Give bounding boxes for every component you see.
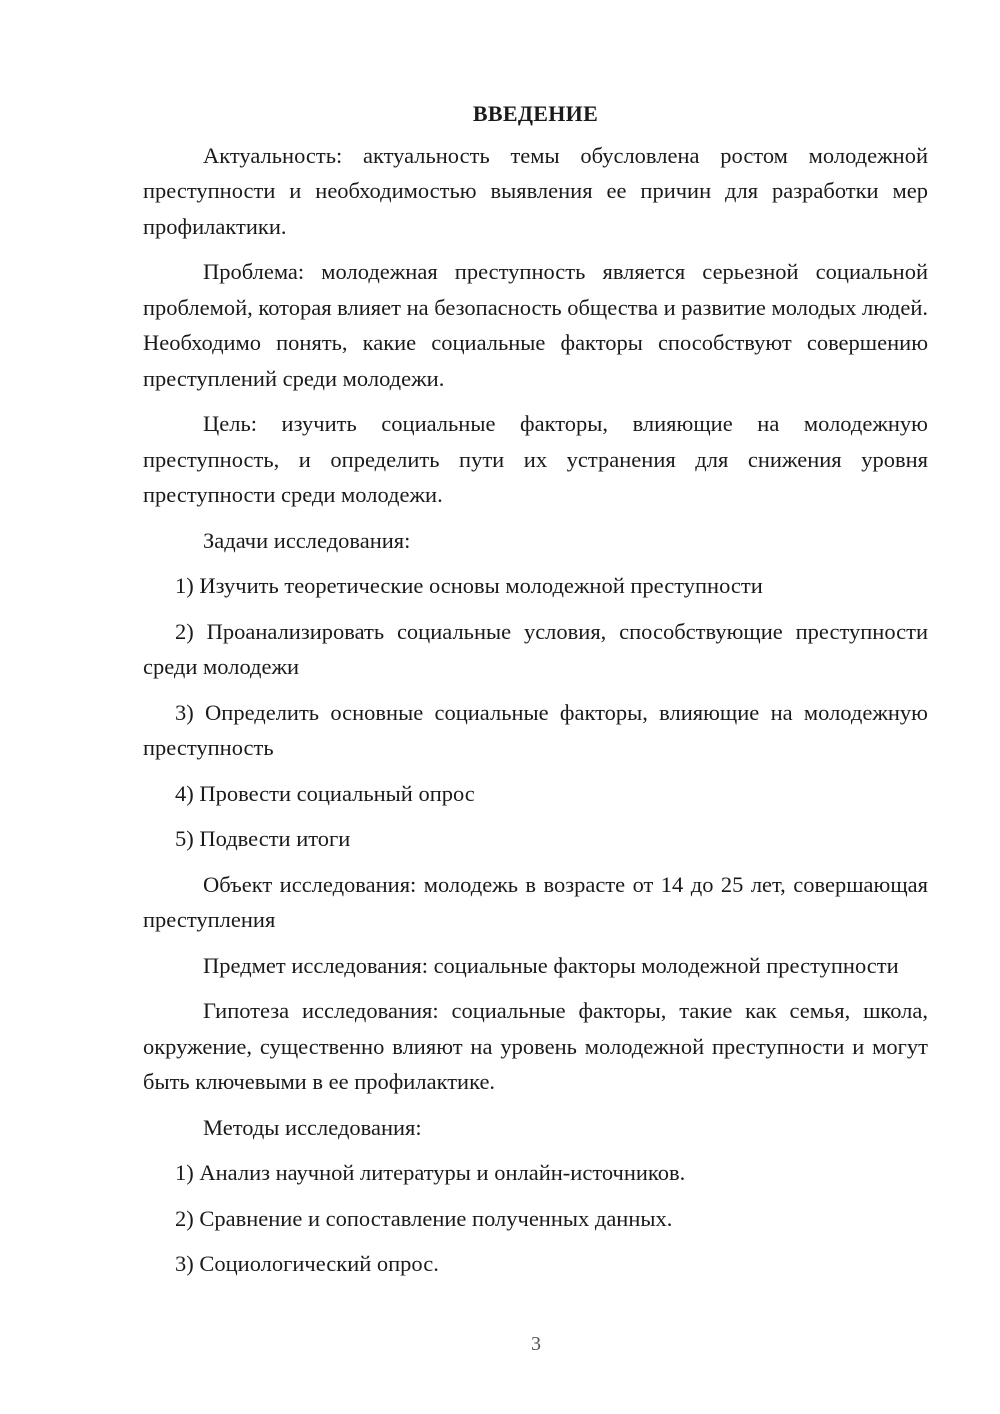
- method-item-3: 3) Социологический опрос.: [175, 1251, 439, 1276]
- subject-paragraph: Предмет исследования: социальные факторы молодежной преступности: [203, 952, 899, 978]
- method-item-2: 2) Сравнение и сопоставление полученных данных.: [175, 1205, 673, 1231]
- page-number: 3: [531, 1333, 541, 1355]
- task-item-3: 3) Определить основные социальные факторы, влияющие на молодежную преступность: [143, 699, 928, 760]
- page-content: [143, 96, 928, 1292]
- task-item-5: 5) Подвести итоги: [175, 826, 351, 851]
- relevance-paragraph: Актуальность: актуальность темы обусловлена ростом молодежной преступности и необходимостью выявления ее причин для разработки мер профилактики.: [143, 142, 928, 239]
- methods-heading: Методы исследования:: [203, 1114, 422, 1140]
- object-paragraph: Объект исследования: молодежь в возрасте от 14 до 25 лет, совершающая преступления: [143, 871, 928, 932]
- tasks-heading: Задачи исследования:: [203, 527, 411, 553]
- task-item-1: 1) Изучить теоретические основы молодежной преступности: [175, 573, 763, 598]
- problem-paragraph: Проблема: молодежная преступность является серьезной социальной проблемой, которая влияет на безопасность общества и развитие молодых людей. Необходимо понять, какие социальные факторы способствуют совершению преступлений среди молодежи.: [143, 259, 928, 391]
- task-item-2: 2) Проанализировать социальные условия, способствующие преступности среди молодежи: [143, 618, 928, 679]
- task-item-4: 4) Провести социальный опрос: [175, 780, 475, 806]
- method-item-1: 1) Анализ научной литературы и онлайн-источников.: [175, 1160, 686, 1185]
- section-title: ВВЕДЕНИЕ: [472, 101, 599, 126]
- goal-paragraph: Цель: изучить социальные факторы, влияющие на молодежную преступность, и определить пути их устранения для снижения уровня преступности среди молодежи.: [143, 411, 928, 507]
- hypothesis-paragraph: Гипотеза исследования: социальные факторы, такие как семья, школа, окружение, существенно влияют на уровень молодежной преступности и могут быть ключевыми в ее профилактике.: [143, 998, 928, 1094]
